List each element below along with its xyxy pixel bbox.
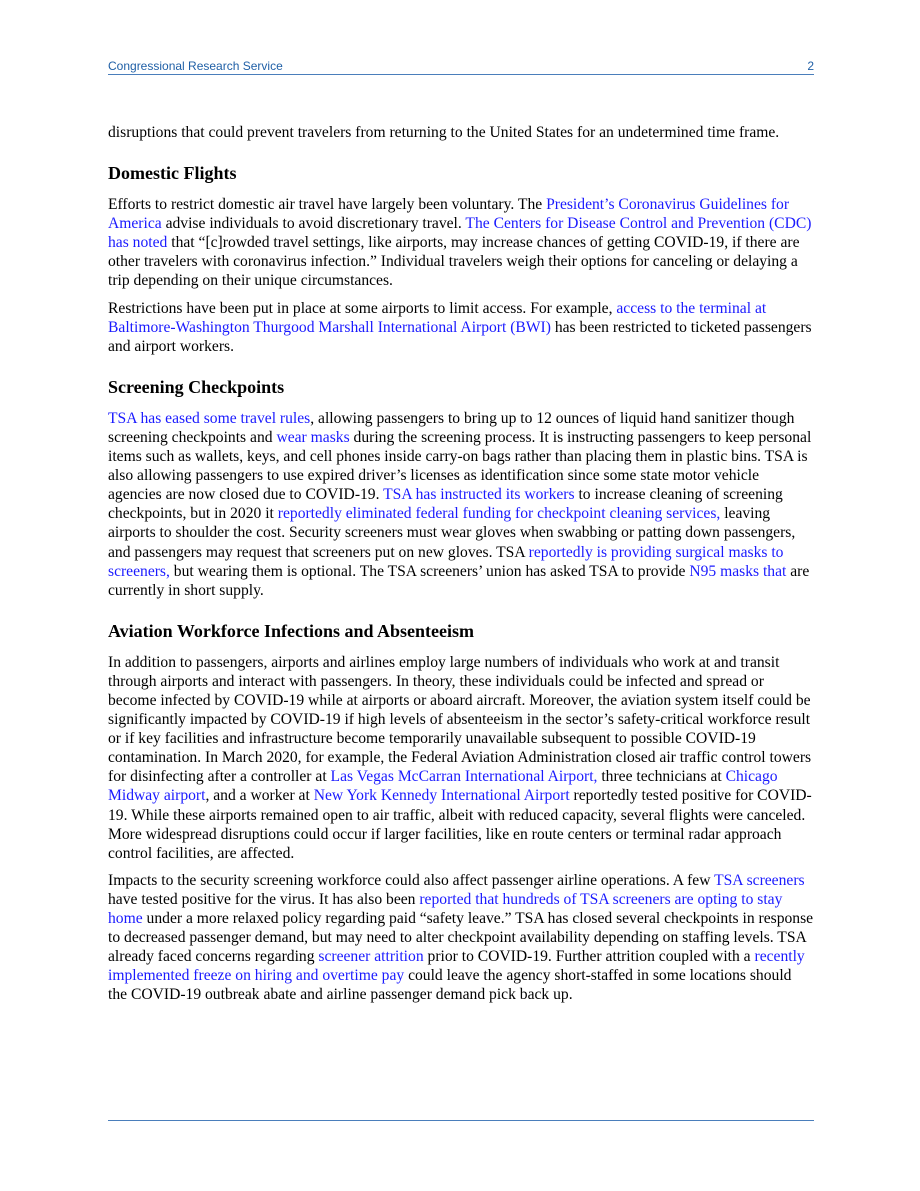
text: prior to COVID-19. Further attrition coupled with a	[423, 948, 755, 966]
text: Efforts to restrict domestic air travel have largely been voluntary. The	[108, 196, 547, 214]
text: advise individuals to avoid discretionary travel.	[161, 215, 466, 233]
text: , allowing passengers to bring up to 12 ounces of liquid hand sanitizer though screening checkpoints and	[108, 409, 795, 446]
text: has been restricted to ticketed passengers and airport workers.	[108, 318, 812, 355]
link-tsa-eased-rules[interactable]: TSA has eased some travel rules	[108, 409, 311, 427]
link-wear-masks[interactable]: wear masks	[276, 428, 350, 446]
paragraph-domestic-2	[108, 299, 814, 356]
link-surgical-masks[interactable]: reportedly is providing surgical masks to screeners,	[108, 543, 784, 580]
text: to increase cleaning of screening checkpoints, but in 2020 it	[108, 486, 783, 523]
text: Restrictions have been put in place at some airports to limit access. For example,	[108, 299, 617, 317]
link-new-york-kennedy[interactable]: New York Kennedy International Airport	[313, 787, 570, 805]
text: In addition to passengers, airports and airlines employ large numbers of individuals who work at and transit through airports and interact with passengers. In theory, these individuals could be infected and spread or become infected by COVID-19 while at airports or aboard aircraft. Moreover, the aviation system itself could be significantly impacted by COVID-19 if high levels of absenteeism in the sector’s safety-critical workforce result or if key facilities and infrastructure become temporarily unavailable subsequent to possible COVID-19 contamination. In March 2020, for example, the Federal Aviation Administration closed air traffic control towers for disinfecting after a controller at	[108, 653, 812, 786]
link-presidents-guidelines[interactable]: President’s Coronavirus Guidelines for America	[108, 196, 790, 233]
paragraph-screening-1	[108, 409, 814, 600]
page-header	[108, 58, 814, 75]
link-screener-attrition[interactable]: screener attrition	[318, 948, 424, 966]
text: are currently in short supply.	[108, 562, 810, 599]
link-hiring-freeze[interactable]: recently implemented freeze on hiring and overtime pay	[108, 948, 805, 985]
heading-workforce: Aviation Workforce Infections and Absenteeism	[108, 620, 475, 641]
text: three technicians at	[597, 768, 726, 786]
text: reportedly tested positive for COVID-19. While these airports remained open to air traffic, albeit with reduced capacity, several flights were canceled. More widespread disruptions could occur if larger facilities, like en route centers or terminal radar approach control facilities, are affected.	[108, 787, 812, 862]
header-source: Congressional Research Service	[108, 59, 283, 73]
footer-rule	[108, 1120, 814, 1121]
text: could leave the agency short-staffed in some locations should the COVID-19 outbreak abate and airline passenger demand pick back up.	[108, 967, 792, 1004]
paragraph-workforce-2	[108, 871, 814, 1005]
link-tsa-screeners[interactable]: TSA screeners	[714, 871, 805, 889]
text: during the screening process. It is instructing passengers to keep personal items such as wallets, keys, and cell phones inside carry-on bags rather than placing them in plastic bins. TSA is also allowing passengers to use expired driver’s licenses as identification since some state motor vehicle agencies are now closed due to COVID-19.	[108, 428, 812, 504]
text: leaving airports to shoulder the cost. Security screeners must wear gloves when swabbing or patting down passengers, and passengers may request that screeners put on new gloves. TSA	[108, 505, 796, 561]
text: Impacts to the security screening workforce could also affect passenger airline operations. A few	[108, 871, 715, 889]
link-bwi-access[interactable]: access to the terminal at Baltimore-Washington Thurgood Marshall International Airport (BWI)	[108, 299, 767, 336]
page-number: 2	[807, 59, 814, 73]
link-screeners-stay-home[interactable]: reported that hundreds of TSA screeners are opting to stay home	[108, 890, 783, 927]
link-chicago-midway[interactable]: Chicago Midway airport	[108, 768, 778, 805]
paragraph-workforce-1	[108, 653, 814, 863]
link-n95-masks[interactable]: N95 masks that	[689, 562, 787, 580]
heading-screening-checkpoints: Screening Checkpoints	[108, 376, 285, 397]
text: that “[c]rowded travel settings, like airports, may increase chances of getting COVID-19, if there are other travelers with coronavirus infection.” Individual travelers weigh their options for canceling or delaying a trip depending on their unique circumstances.	[108, 234, 800, 290]
link-cdc-noted[interactable]: The Centers for Disease Control and Prevention (CDC) has noted	[108, 215, 812, 252]
link-las-vegas-mccarran[interactable]: Las Vegas McCarran International Airport,	[330, 768, 598, 786]
text: but wearing them is optional. The TSA screeners’ union has asked TSA to provide	[169, 562, 690, 580]
heading-domestic-flights: Domestic Flights	[108, 163, 237, 184]
link-eliminated-funding[interactable]: reportedly eliminated federal funding for checkpoint cleaning services,	[277, 505, 721, 523]
text: under a more relaxed policy regarding paid “safety leave.” TSA has closed several checkpoints in response to decreased passenger demand, but may need to alter checkpoint availability depending on staffing levels. TSA already faced concerns regarding	[108, 910, 814, 966]
paragraph-domestic-1	[108, 195, 814, 290]
text: have tested positive for the virus. It has also been	[108, 890, 420, 908]
paragraph-continuation: disruptions that could prevent travelers from returning to the United States for an undetermined time frame.	[108, 124, 780, 141]
link-tsa-instructed-workers[interactable]: TSA has instructed its workers	[383, 486, 575, 504]
document-body	[108, 123, 814, 1012]
text: , and a worker at	[205, 787, 314, 805]
